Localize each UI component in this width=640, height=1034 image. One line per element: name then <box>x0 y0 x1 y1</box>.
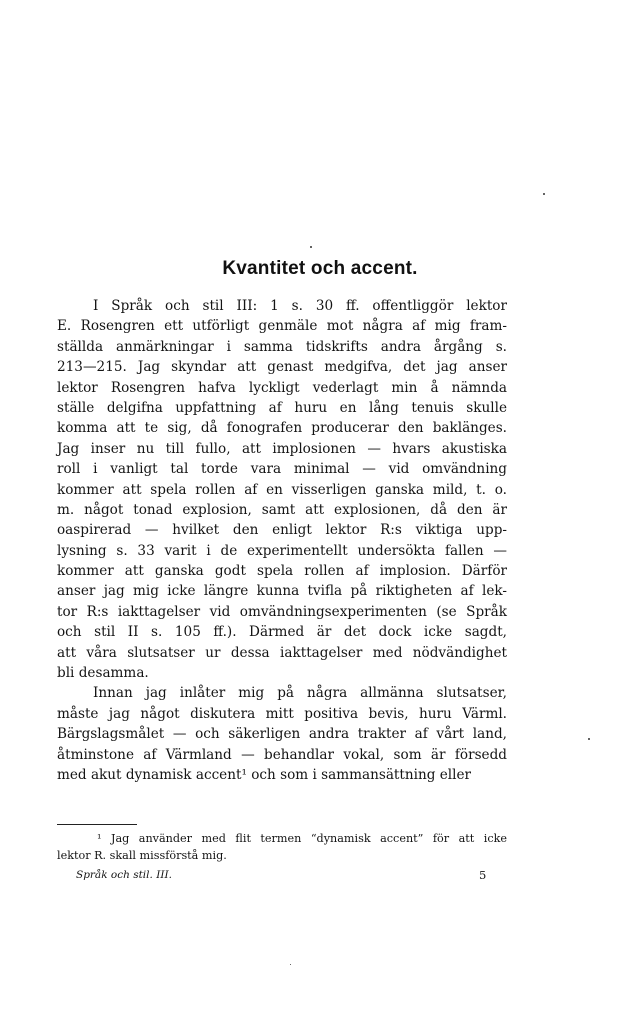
text-line: kommer att ganska godt spela rollen af implosion. Därför <box>57 563 507 580</box>
text-line: måste jag något diskutera mitt positiva bevis, huru Värml. <box>57 705 507 722</box>
text-line: 213—215. Jag skyndar att genast medgifva, det jag anser <box>57 359 507 376</box>
text-line: tor R:s iakttagelser vid omvändningsexperimenten (se Språk <box>57 603 507 620</box>
page-number: 5 <box>479 868 487 882</box>
text-line: bli desamma. <box>57 665 149 682</box>
text-line: Jag inser nu till fullo, att implosionen — hvars akustiska <box>57 440 507 457</box>
body-text <box>57 296 507 785</box>
text-line: med akut dynamisk accent¹ och som i sammansättning eller <box>57 766 472 783</box>
text-line: I Språk och stil III: 1 s. 30 ff. offentliggör lektor <box>93 298 507 314</box>
text-line: åtminstone af Värmland — behandlar vokal, som är försedd <box>57 746 507 763</box>
text-line: komma att te sig, då fonografen producerar den baklänges. <box>57 420 507 437</box>
signature-mark: Språk och stil. III. <box>76 869 172 881</box>
paragraph-2 <box>57 683 507 785</box>
text-line: oaspirerad — hvilket den enligt lektor R:s viktiga upp- <box>57 522 507 539</box>
paragraph-1 <box>57 296 507 683</box>
text-line: anser jag mig icke längre kunna tvifla på riktigheten af lek- <box>57 583 507 600</box>
text-line: ställda anmärkningar i samma tidskrifts andra årgång s. <box>57 338 507 355</box>
footnote-line: ¹ Jag använder med flit termen “dynamisk accent” för att icke <box>97 832 507 845</box>
scan-speck <box>543 193 545 195</box>
footnote <box>57 830 507 864</box>
text-line: att våra slutsatser ur dessa iakttagelser med nödvändighet <box>57 644 507 661</box>
text-line: kommer att spela rollen af en visserligen ganska mild, t. o. <box>57 481 507 498</box>
page-title: Kvantitet och accent. <box>222 258 418 279</box>
text-line: E. Rosengren ett utförligt genmäle mot några af mig fram- <box>57 318 507 335</box>
text-line: lektor Rosengren hafva lyckligt vederlagt min å nämnda <box>57 379 507 396</box>
text-line: och stil II s. 105 ff.). Därmed är det dock icke sagdt, <box>57 624 507 641</box>
text-line: m. något tonad explosion, samt att explosionen, då den är <box>57 501 507 518</box>
text-line: Bärgslagsmålet — och säkerligen andra trakter af vårt land, <box>57 726 507 743</box>
scan-speck <box>290 964 291 965</box>
scan-speck <box>310 246 312 248</box>
scan-speck <box>588 738 590 740</box>
text-line: Innan jag inlåter mig på några allmänna slutsatser, <box>93 685 507 702</box>
text-line: ställe delgifna uppfattning af huru en lång tenuis skulle <box>57 399 507 416</box>
footnote-line: lektor R. skall missförstå mig. <box>57 849 227 862</box>
footnote-rule <box>57 824 137 825</box>
text-line: lysning s. 33 varit i de experimentellt undersökta fallen — <box>57 542 507 559</box>
text-line: roll i vanligt tal torde vara minimal — vid omvändning <box>57 461 507 478</box>
